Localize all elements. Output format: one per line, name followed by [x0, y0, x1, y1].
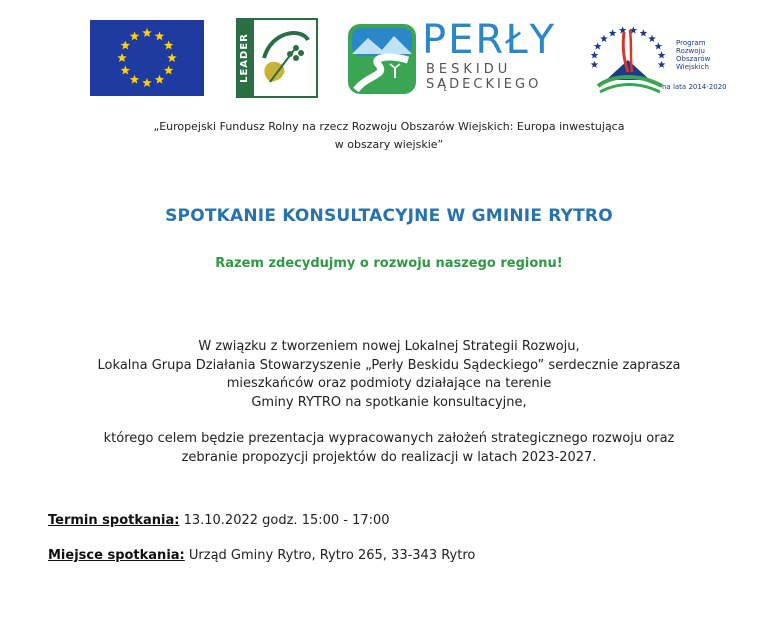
- prow-star: [591, 51, 599, 58]
- prow-star: [594, 42, 602, 49]
- eu-star: [164, 41, 174, 50]
- prow-star: [658, 61, 666, 68]
- leader-leaf-icon: [254, 18, 318, 98]
- eu-star: [121, 41, 131, 50]
- eu-stars: [90, 20, 204, 96]
- eafrd-line-1: „Europejski Fundusz Rolny na rzecz Rozwoju Obszarów Wiejskich: Europa inwestująca: [153, 120, 625, 133]
- leader-text: LEADER: [239, 33, 250, 83]
- meeting-place-value: Urząd Gminy Rytro, Rytro 265, 33-343 Rytro: [184, 548, 476, 563]
- prow-line: Program: [676, 39, 706, 47]
- page-subtitle: Razem zdecydujmy o rozwoju naszego regionu!: [215, 256, 563, 271]
- prow-star: [591, 61, 599, 68]
- eu-star: [130, 31, 140, 40]
- eu-star: [167, 53, 177, 62]
- eu-star: [155, 31, 165, 40]
- purpose-paragraph: [0, 430, 778, 467]
- prow-star: [658, 51, 666, 58]
- paragraph-line: Lokalna Grupa Działania Stowarzyszenie „Perły Beskidu Sądeckiego” serdecznie zaprasza: [97, 357, 681, 373]
- paragraph-line: którego celem będzie prezentacja wypracowanych założeń strategicznego rozwoju oraz: [103, 431, 675, 446]
- invitation-paragraph: [0, 338, 778, 412]
- perly-landscape-icon: [348, 24, 416, 94]
- meeting-place: [48, 548, 475, 563]
- meeting-date-label: Termin spotkania:: [48, 513, 180, 528]
- paragraph-line: Gminy RYTRO na spotkanie konsultacyjne,: [251, 394, 527, 410]
- leader-logo: [236, 18, 318, 98]
- meeting-date: [48, 513, 390, 528]
- eu-star: [142, 78, 152, 87]
- paragraph-line: W związku z tworzeniem nowej Lokalnej Strategii Rozwoju,: [198, 339, 580, 354]
- paragraph-line: mieszkańców oraz podmioty działające na terenie: [226, 376, 552, 391]
- eafrd-line-2: w obszary wiejskie”: [334, 138, 444, 151]
- eu-star: [155, 75, 165, 84]
- perly-name: PERŁY: [422, 17, 557, 63]
- prow-line: Obszarów: [676, 55, 711, 63]
- prow-star: [654, 42, 662, 49]
- eu-star: [142, 28, 152, 37]
- prow-line: Rozwoju: [676, 47, 705, 55]
- prow-star: [609, 29, 617, 36]
- page-title: SPOTKANIE KONSULTACYJNE W GMINIE RYTRO: [165, 206, 613, 226]
- eu-flag-icon: [90, 20, 204, 96]
- eu-star: [121, 66, 131, 75]
- prow-line: Wiejskich: [676, 63, 709, 71]
- perly-subtitle-1: BESKIDU: [426, 62, 512, 77]
- prow-star: [640, 29, 648, 36]
- eu-star: [130, 75, 140, 84]
- perly-logo: [348, 17, 560, 98]
- paragraph-line: zebranie propozycji projektów do realizacji w latach 2023-2027.: [181, 449, 597, 465]
- meeting-place-label: Miejsce spotkania:: [48, 548, 185, 563]
- eu-star: [117, 53, 127, 62]
- eafrd-caption: [0, 118, 778, 154]
- perly-subtitle-2: SĄDECKIEGO: [426, 77, 542, 92]
- meeting-date-value: 13.10.2022 godz. 15:00 - 17:00: [179, 513, 390, 528]
- prow-text: [676, 39, 710, 71]
- prow-star: [600, 35, 608, 42]
- prow-years: na lata 2014-2020: [662, 83, 727, 91]
- prow-logo: [584, 20, 734, 100]
- eu-star: [164, 66, 174, 75]
- prow-star: [648, 35, 656, 42]
